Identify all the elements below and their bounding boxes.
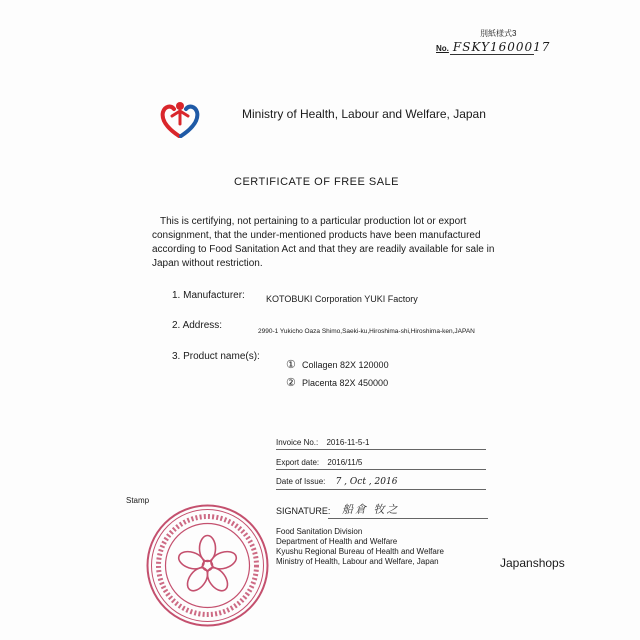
date-of-issue-value: 7 , Oct , 2016 (335, 477, 398, 487)
issuer-line: Ministry of Health, Labour and Welfare, Japan (276, 557, 439, 566)
manufacturer-value: KOTOBUKI Corporation YUKI Factory (266, 294, 418, 304)
export-date-value: 2016/11/5 (327, 458, 363, 467)
signature-label: SIGNATURE: (276, 506, 331, 516)
ministry-logo-icon (159, 100, 201, 138)
certificate-number-value: FSKY1600017 (452, 40, 551, 54)
form-label: 別紙様式3 (480, 29, 517, 38)
invoice-value: 2016-11-5-1 (326, 438, 370, 447)
invoice-field (276, 438, 369, 447)
official-seal-icon (145, 503, 270, 628)
signature-underline (328, 518, 488, 519)
issuer-block (276, 527, 444, 567)
product-name: Collagen 82X 120000 (302, 360, 389, 370)
export-date-label: Export date: (276, 458, 320, 467)
page-title: CERTIFICATE OF FREE SALE (234, 176, 400, 188)
watermark-text: Japanshops (500, 556, 565, 570)
manufacturer-label: 1. Manufacturer: (172, 290, 245, 301)
invoice-label: Invoice No.: (276, 438, 319, 447)
intro-paragraph (152, 215, 512, 271)
date-of-issue-label: Date of Issue: (276, 477, 326, 486)
date-of-issue-field (276, 477, 397, 487)
address-value: 2990-1 Yukicho Oaza Shimo,Saeki-ku,Hiroshima-shi,Hiroshima-ken,JAPAN (258, 328, 475, 335)
issuer-line: Department of Health and Welfare (276, 537, 398, 546)
issuer-line: Food Sanitation Division (276, 527, 363, 536)
product-marker: ② (286, 377, 296, 389)
ministry-name: Ministry of Health, Labour and Welfare, Japan (242, 107, 486, 121)
product-name: Placenta 82X 450000 (302, 378, 389, 388)
products-label: 3. Product name(s): (172, 351, 260, 362)
certificate-number (436, 40, 550, 54)
export-date-underline (276, 469, 486, 470)
export-date-field (276, 458, 362, 467)
address-label: 2. Address: (172, 320, 223, 331)
product-marker: ① (286, 359, 296, 371)
date-of-issue-underline (276, 489, 486, 490)
stamp-label: Stamp (126, 496, 150, 505)
intro-text: This is certifying, not pertaining to a particular production lot or export consignment, that the under-mentioned products have been manufactured according to Food Sanitation Act and that they are readily available for sale in Japan without restriction. (152, 216, 495, 269)
product-item (286, 376, 388, 389)
certificate-number-underline (450, 54, 534, 55)
issuer-line: Kyushu Regional Bureau of Health and Welfare (276, 547, 444, 556)
signature-value: 船倉 牧之 (342, 503, 400, 516)
certificate-number-prefix: No. (436, 44, 449, 53)
invoice-underline (276, 449, 486, 450)
product-item (286, 358, 389, 371)
